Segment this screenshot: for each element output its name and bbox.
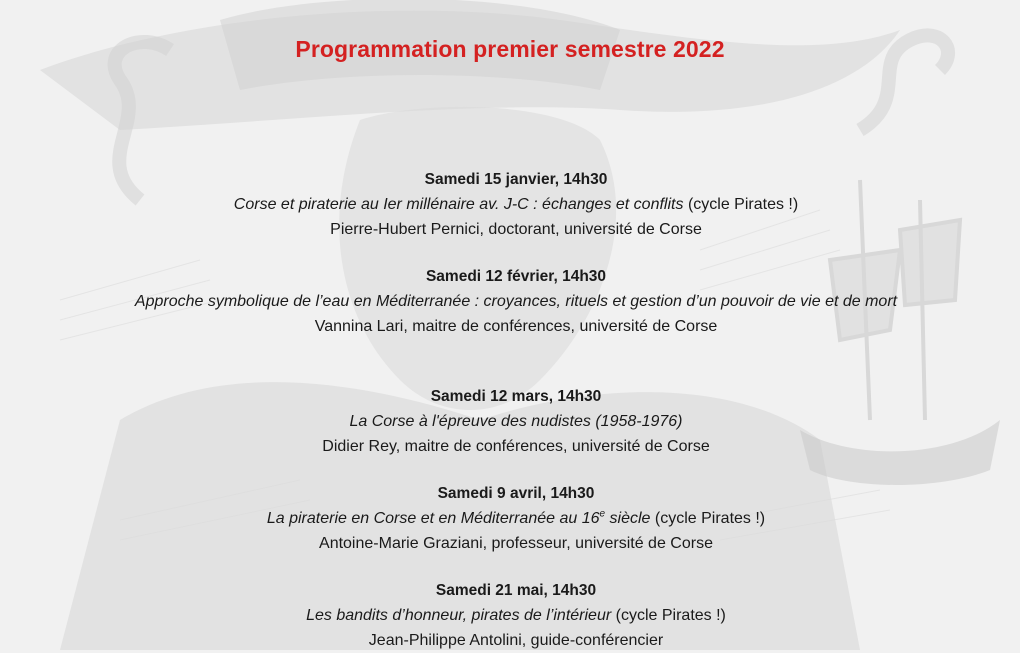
event-title-part: siècle — [605, 510, 651, 527]
event-cycle: (cycle Pirates !) — [654, 510, 766, 527]
event-title: La Corse à l'épreuve des nudistes (1958-1976) — [349, 413, 683, 430]
event-title-line — [0, 192, 1020, 217]
event-date: Samedi 9 avril, 14h30 — [437, 485, 595, 502]
event-title-line — [0, 603, 1020, 628]
event-title: Corse et piraterie au Ier millénaire av. J-C : échanges et conflits — [233, 196, 684, 213]
event-title: Approche symbolique de l’eau en Méditerranée : croyances, rituels et gestion d’un pouvoir de vie et de mort — [134, 293, 898, 310]
event-date: Samedi 21 mai, 14h30 — [435, 582, 597, 599]
event-cycle: (cycle Pirates !) — [687, 196, 799, 213]
event-speaker: Didier Rey, maitre de conférences, université de Corse — [322, 438, 710, 455]
event-title-part: La piraterie en Corse et en Méditerranée au 16 — [266, 510, 600, 527]
event-speaker: Vannina Lari, maitre de conférences, université de Corse — [314, 318, 718, 335]
event-entry — [0, 578, 1020, 653]
event-cycle: (cycle Pirates !) — [615, 607, 726, 624]
event-entry — [0, 167, 1020, 242]
event-date: Samedi 15 janvier, 14h30 — [424, 171, 608, 188]
event-speaker: Jean-Philippe Antolini, guide-conférencier — [368, 632, 664, 649]
event-entry — [0, 481, 1020, 556]
page-title: Programmation premier semestre 2022 — [295, 36, 725, 62]
event-speaker: Pierre-Hubert Pernici, doctorant, université de Corse — [330, 221, 702, 238]
event-entry — [0, 264, 1020, 339]
event-title-line — [0, 506, 1020, 531]
event-title — [267, 510, 651, 527]
event-date: Samedi 12 février, 14h30 — [425, 268, 607, 285]
event-title-superscript: e — [599, 508, 606, 520]
event-speaker: Antoine-Marie Graziani, professeur, université de Corse — [319, 535, 713, 552]
event-title: Les bandits d’honneur, pirates de l’intérieur — [306, 607, 612, 624]
event-entry — [0, 384, 1020, 459]
event-date: Samedi 12 mars, 14h30 — [430, 388, 602, 405]
